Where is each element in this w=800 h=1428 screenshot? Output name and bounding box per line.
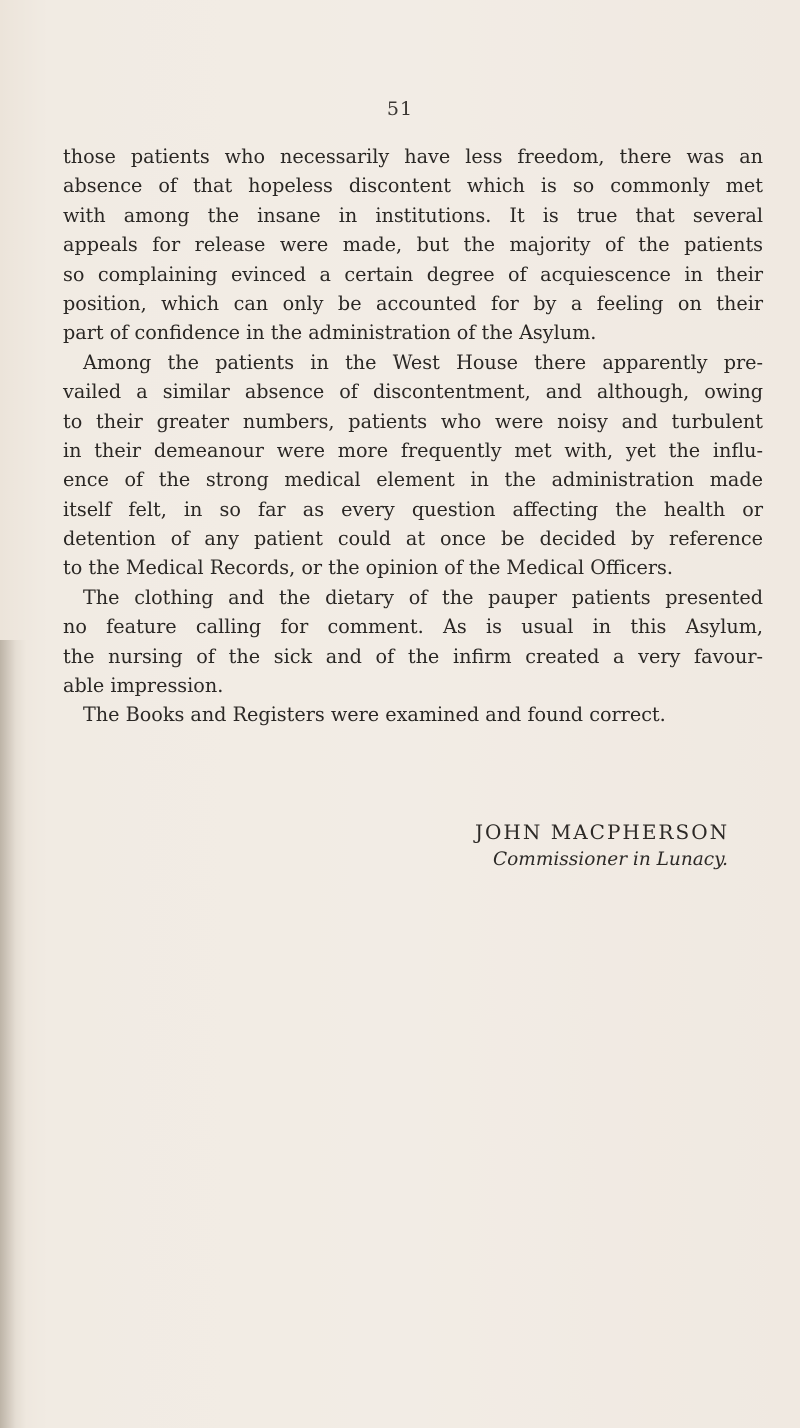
text-line: the nursing of the sick and of the infirm created a very favour- — [63, 644, 763, 668]
text-line: no feature calling for comment. As is usual in this Asylum, — [63, 615, 763, 639]
text-line: itself felt, in so far as every question affecting the health or — [63, 497, 763, 521]
text-line: ence of the strong medical element in the administration made — [63, 468, 763, 492]
text-line: The clothing and the dietary of the pauper patients presented — [83, 585, 763, 609]
text-line: in their demeanour were more frequently met with, yet the influ- — [63, 438, 763, 462]
text-line: absence of that hopeless discontent which is so commonly met — [63, 174, 763, 198]
text-line: to their greater numbers, patients who were noisy and turbulent — [63, 409, 763, 433]
signature-name: JOHN MACPHERSON — [475, 820, 730, 844]
body-text — [63, 142, 763, 730]
text-line: position, which can only be accounted for by a feeling on their — [63, 291, 763, 315]
text-line: part of confidence in the administration of the Asylum. — [63, 321, 597, 345]
text-line: those patients who necessarily have less freedom, there was an — [63, 145, 763, 168]
text-line: vailed a similar absence of discontentment, and although, owing — [63, 380, 763, 404]
text-line: The Books and Registers were examined and found correct. — [83, 703, 666, 727]
text-line: to the Medical Records, or the opinion of the Medical Officers. — [63, 556, 673, 580]
text-line: appeals for release were made, but the majority of the patients — [63, 233, 763, 257]
text-line: able impression. — [63, 674, 224, 698]
text-line: detention of any patient could at once be decided by reference — [63, 527, 763, 551]
text-line: so complaining evinced a certain degree of acquiescence in their — [63, 262, 763, 286]
binding-shadow — [0, 640, 26, 1428]
signature-title: Commissioner in Lunacy. — [493, 849, 729, 870]
text-line: Among the patients in the West House there apparently pre- — [83, 350, 763, 374]
page-number: 51 — [386, 98, 414, 120]
text-line: with among the insane in institutions. It is true that several — [63, 203, 763, 227]
